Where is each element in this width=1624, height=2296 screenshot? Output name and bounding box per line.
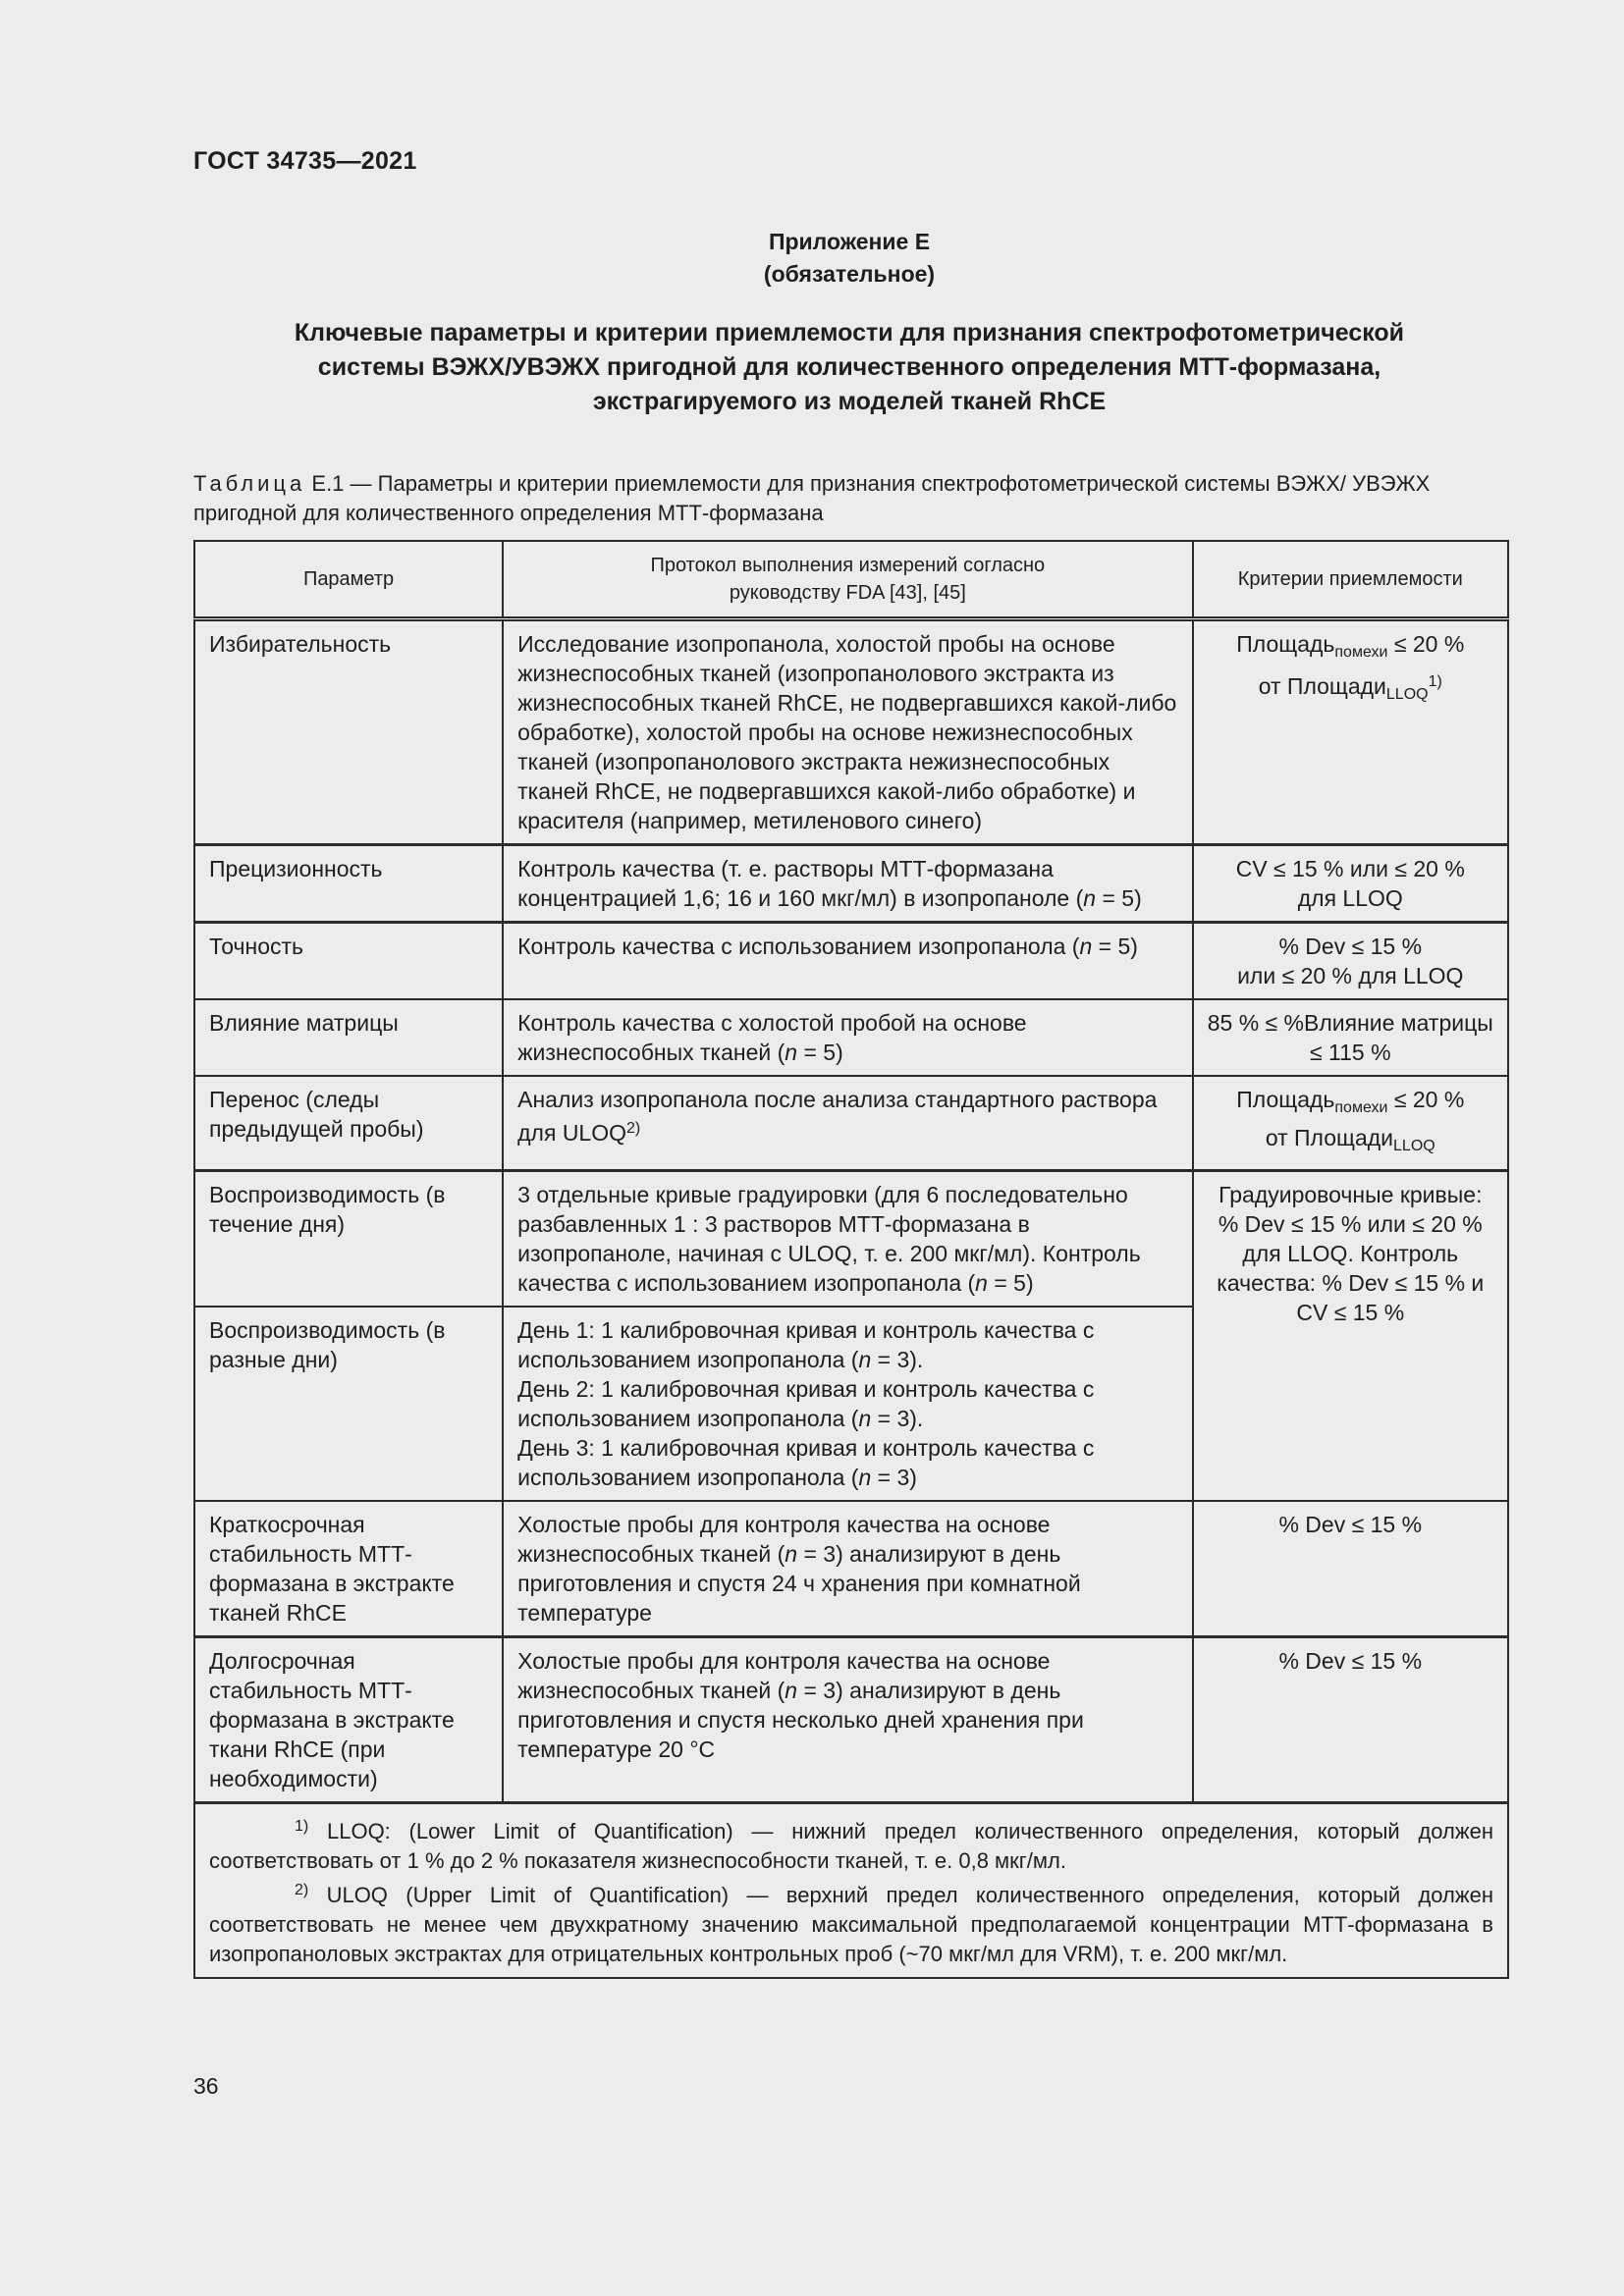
cell-criteria: % Dev ≤ 15 % или ≤ 20 % для LLOQ: [1193, 923, 1508, 1000]
header-protocol: Протокол выполнения измерений согласно руководству FDA [43], [45]: [503, 541, 1192, 619]
cell-criteria: CV ≤ 15 % или ≤ 20 % для LLOQ: [1193, 845, 1508, 923]
table-row: [194, 1637, 1508, 1803]
cell-protocol: Анализ изопропанола после анализа стандартного раствора для ULOQ$^{2)}$: [503, 1076, 1192, 1171]
cell-criteria: % Dev ≤ 15 %: [1193, 1501, 1508, 1637]
cell-param: Избирательность: [194, 619, 503, 845]
cell-param: Воспроизводимость (в течение дня): [194, 1171, 503, 1308]
table-row: [194, 845, 1508, 923]
cell-protocol: 3 отдельные кривые градуировки (для 6 последовательно разбавленных 1 : 3 растворов МТТ-формазана в изопропаноле, начиная с ULOQ, т. е. 200 мкг/мл). Контроль качества с использованием изопропанола (n = 5): [503, 1171, 1192, 1308]
cell-protocol: Исследование изопропанола, холостой пробы на основе жизнеспособных тканей (изопропанолового экстракта из жизнеспособных тканей RhCE, не подвергавшихся какой-либо обработке), холостой пробы на основе нежизнеспособных тканей (изопропанолового экстракта нежизнеспособных тканей RhCE, не подвергавшихся какой-либо обработке) и красителя (например, метиленового синего): [503, 619, 1192, 845]
cell-param: Воспроизводимость (в разные дни): [194, 1307, 503, 1501]
cell-protocol: Контроль качества с использованием изопропанола (n = 5): [503, 923, 1192, 1000]
footnote: $^{1)}$ LLOQ: (Lower Limit of Quantification) — нижний предел количественного определения, который должен соответствовать от 1 % до 2 % показателя жизнеспособности тканей, т. е. 0,8 мкг/мл.: [209, 1818, 1493, 1873]
footnotes-row: [194, 1803, 1508, 1979]
cell-param: Перенос (следы предыдущей пробы): [194, 1076, 503, 1171]
cell-criteria: Градуировочные кривые: % Dev ≤ 15 % или ≤ 20 % для LLOQ. Контроль качества: % Dev ≤ 15 % и CV ≤ 15 %: [1193, 1171, 1508, 1502]
table-row: [194, 923, 1508, 1000]
appendix-title: [226, 316, 1473, 419]
caption-prefix: Таблица: [193, 471, 306, 496]
title-line: системы ВЭЖХ/УВЭЖХ пригодной для количественного определения МТТ-формазана,: [317, 353, 1381, 381]
appendix-status: (обязательное): [763, 261, 936, 287]
table-row: [194, 1076, 1508, 1171]
cell-criteria: % Dev ≤ 15 %: [1193, 1637, 1508, 1803]
page-number: 36: [193, 2073, 219, 2099]
cell-param: Краткосрочная стабильность МТТ-формазана в экстракте тканей RhCE: [194, 1501, 503, 1637]
cell-criteria: Площадь$_{помехи}$ ≤ 20 % от Площади$_{LLOQ}^{1)}$: [1193, 619, 1508, 845]
table-row: [194, 1171, 1508, 1308]
criteria-table: [193, 540, 1509, 1979]
appendix-heading: [0, 226, 1624, 291]
title-line: экстрагируемого из моделей тканей RhCE: [592, 388, 1107, 415]
header-criteria: Критерии приемлемости: [1193, 541, 1508, 619]
cell-param: Прецизионность: [194, 845, 503, 923]
footnote: $^{2)}$ ULOQ (Upper Limit of Quantification) — верхний предел количественного определения, который должен соответствовать не менее чем двухкратному значению максимальной предполагаемой концентрации МТТ-формазана в изопропаноловых экстрактах для отрицательных контрольных проб (~70 мкг/мл для VRM), т. е. 200 мкг/мл.: [209, 1882, 1493, 1966]
table-caption: [193, 469, 1509, 528]
cell-protocol: Контроль качества (т. е. растворы МТТ-формазана концентрацией 1,6; 16 и 160 мкг/мл) в изопропаноле (n = 5): [503, 845, 1192, 923]
cell-criteria: 85 % ≤ %Влияние матрицы ≤ 115 %: [1193, 999, 1508, 1076]
table-row: [194, 619, 1508, 845]
cell-protocol: Контроль качества с холостой пробой на основе жизнеспособных тканей (n = 5): [503, 999, 1192, 1076]
table-row: [194, 1501, 1508, 1637]
header-param: Параметр: [194, 541, 503, 619]
title-line: Ключевые параметры и критерии приемлемости для признания спектрофотометрической: [294, 319, 1405, 347]
caption-number: Е.1: [311, 471, 345, 496]
appendix-label: Приложение Е: [768, 229, 931, 254]
cell-param: Влияние матрицы: [194, 999, 503, 1076]
footnotes-cell: [194, 1803, 1508, 1979]
cell-criteria: Площадь$_{помехи}$ ≤ 20 % от Площади$_{LLOQ}$: [1193, 1076, 1508, 1171]
table-header-row: [194, 541, 1508, 619]
cell-protocol: День 1: 1 калибровочная кривая и контроль качества с использованием изопропанола (n = 3). День 2: 1 калибровочная кривая и контроль качества с использованием изопропанола (n = 3). День 3: 1 калибровочная кривая и контроль качества с использованием изопропанола (n = 3): [503, 1307, 1192, 1501]
caption-text: — Параметры и критерии приемлемости для признания спектрофотометрической системы ВЭЖХ/ УВЭЖХ пригодной для количественного определения МТТ-формазана: [193, 471, 1431, 525]
table-row: [194, 999, 1508, 1076]
document-header: ГОСТ 34735—2021: [193, 147, 417, 175]
cell-param: Долгосрочная стабильность МТТ-формазана в экстракте ткани RhCE (при необходимости): [194, 1637, 503, 1803]
cell-protocol: Холостые пробы для контроля качества на основе жизнеспособных тканей (n = 3) анализируют в день приготовления и спустя несколько дней хранения при температуре 20 °C: [503, 1637, 1192, 1803]
cell-protocol: Холостые пробы для контроля качества на основе жизнеспособных тканей (n = 3) анализируют в день приготовления и спустя 24 ч хранения при комнатной температуре: [503, 1501, 1192, 1637]
cell-param: Точность: [194, 923, 503, 1000]
